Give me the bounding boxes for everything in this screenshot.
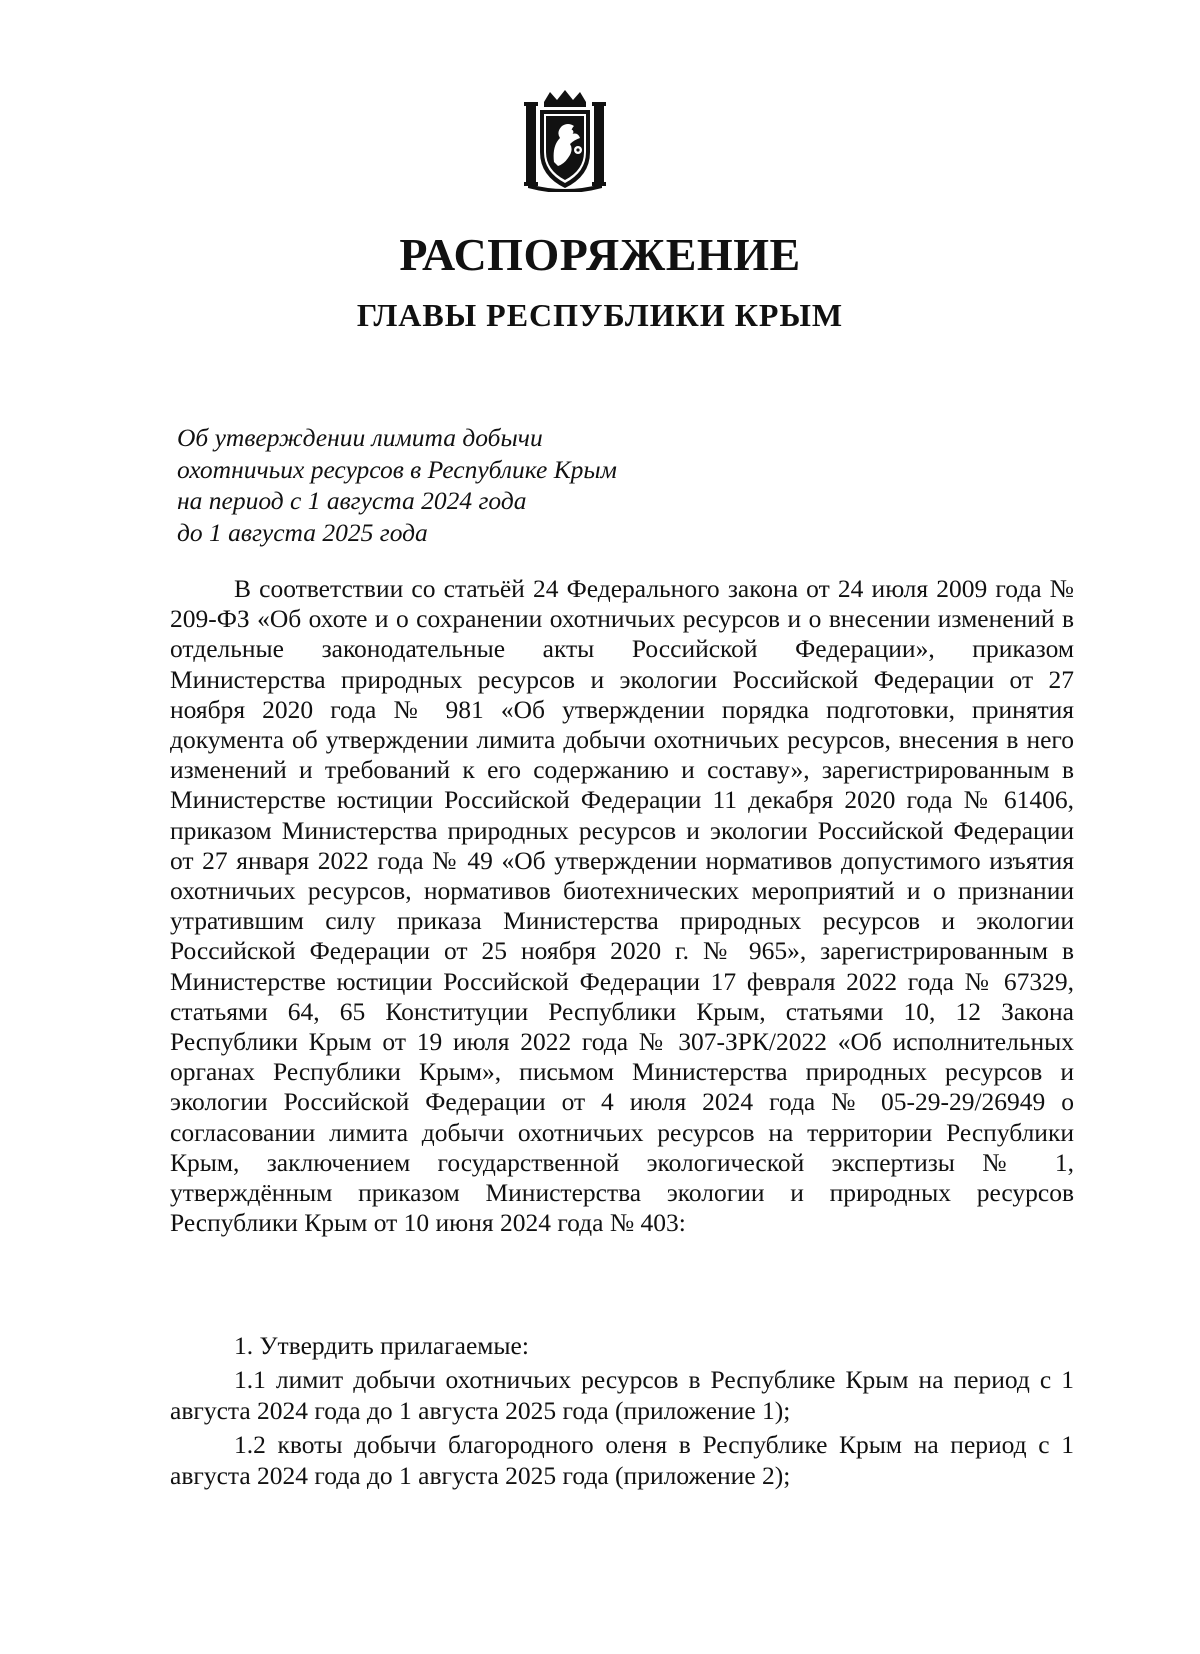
document-subject	[177, 422, 777, 548]
subject-line: Об утверждении лимита добычи	[177, 423, 543, 452]
crimea-coat-of-arms-icon	[524, 88, 606, 192]
preamble-paragraph: В соответствии со статьёй 24 Федерального закона от 24 июля 2009 года № 209-ФЗ «Об охоте и о сохранении охотничьих ресурсов и о внесении изменений в отдельные законодательные акты Российской Федерации», приказом Министерства природных ресурсов и экологии Российской Федерации от 27 ноября 2020 года № 981 «Об утверждении порядка подготовки, принятия документа об утверждении лимита добычи охотничьих ресурсов, внесения в него изменений и требований к его содержанию и составу», зарегистрированным в Министерстве юстиции Российской Федерации 11 декабря 2020 года № 61406, приказом Министерства природных ресурсов и экологии Российской Федерации от 27 января 2022 года № 49 «Об утверждении нормативов допустимого изъятия охотничьих ресурсов, нормативов биотехнических мероприятий и о признании утратившим силу приказа Министерства природных ресурсов и экологии Российской Федерации от 25 ноября 2020 г. № 965», зарегистрированным в Министерстве юстиции Российской Федерации 17 февраля 2022 года № 67329, статьями 64, 65 Конституции Республики Крым, статьями 10, 12 Закона Республики Крым от 19 июля 2022 года № 307-ЗРК/2022 «Об исполнительных органах Республики Крым», письмом Министерства природных ресурсов и экологии Российской Федерации от 4 июля 2024 года № 05-29-29/26949 о согласовании лимита добычи охотничьих ресурсов на территории Республики Крым, заключением государственной экологической экспертизы № 1, утверждённым приказом Министерства экологии и природных ресурсов Республики Крым от 10 июня 2024 года № 403:	[170, 574, 1074, 1238]
decision-item: 1.1 лимит добычи охотничьих ресурсов в Республике Крым на период с 1 августа 2024 года до 1 августа 2025 года (приложение 1);	[170, 1365, 1074, 1425]
decision-item: 1.2 квоты добычи благородного оленя в Республике Крым на период с 1 августа 2024 года до 1 августа 2025 года (приложение 2);	[170, 1430, 1074, 1490]
document-title: РАСПОРЯЖЕНИЕ	[399, 229, 801, 280]
decision-item: 1. Утвердить прилагаемые:	[234, 1331, 529, 1360]
subject-line: на период с 1 августа 2024 года	[177, 486, 527, 515]
decision-items	[170, 1330, 1074, 1491]
subject-line: до 1 августа 2025 года	[177, 517, 428, 547]
document-subtitle: ГЛАВЫ РЕСПУБЛИКИ КРЫМ	[356, 297, 844, 333]
subject-line: охотничьих ресурсов в Республике Крым	[177, 454, 617, 484]
